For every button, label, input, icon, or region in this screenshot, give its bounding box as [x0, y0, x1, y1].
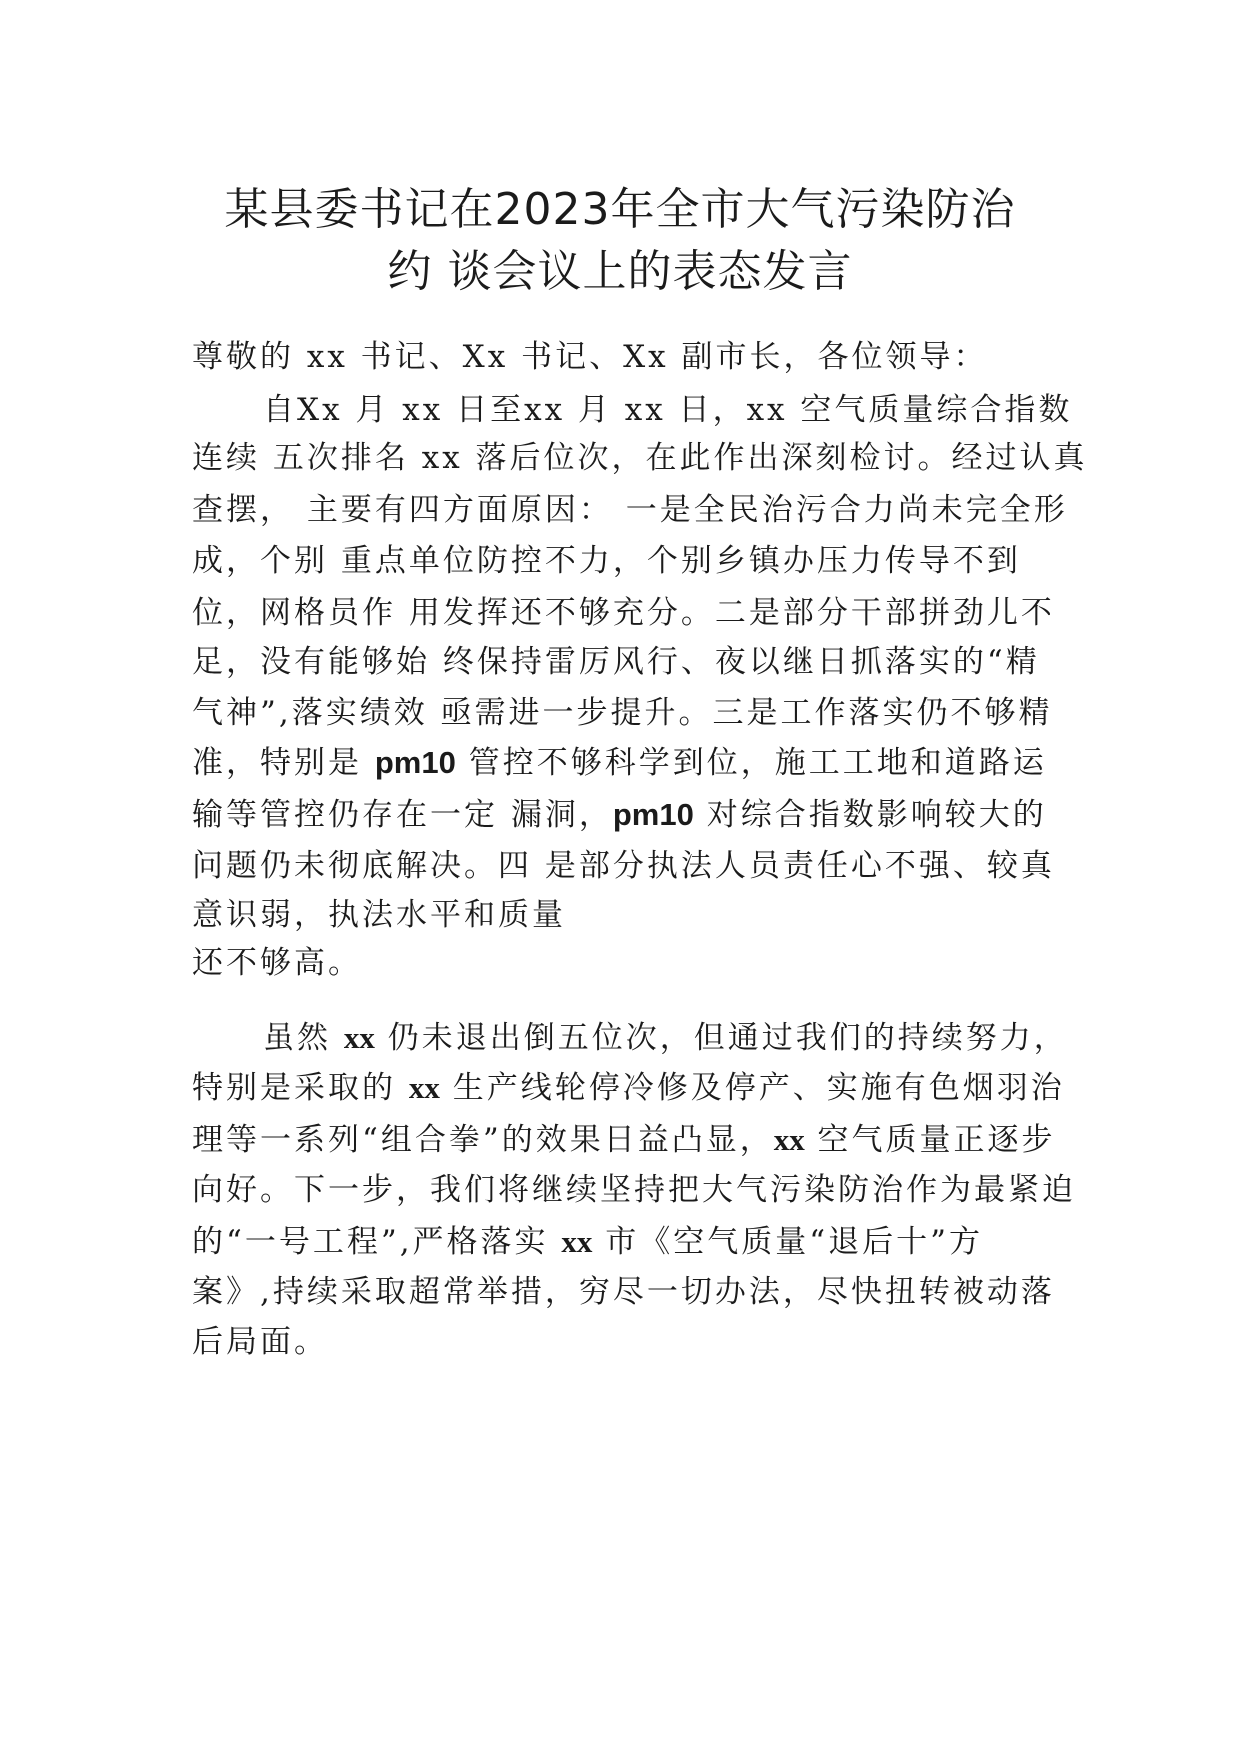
bold-term: pm10: [374, 745, 456, 780]
bold-term: xx: [343, 1020, 375, 1055]
paragraph-2-line: [192, 1068, 1082, 1108]
paragraph-1-line: 自Xx 月 xx 日至xx 月 xx 日，xx 空气质量综合指数: [263, 392, 1073, 428]
paragraph-1-line: 连续 五次排名 xx 落后位次，在此作出深刻检讨。经过认真: [192, 440, 1088, 476]
text-run: 市《空气质量“退后十”方: [592, 1224, 983, 1260]
document-title-line-2: 约 谈会议上的表态发言: [387, 246, 853, 297]
paragraph-1-line: 足，没有能够始 终保持雷厉风行、夜以继日抓落实的“精: [192, 644, 1040, 680]
paragraph-2-line: 向好。下一步，我们将继续坚持把大气污染防治作为最紧迫: [192, 1172, 1076, 1208]
paragraph-1-line: 查摆， 主要有四方面原因： 一是全民治污合力尚未完全形: [192, 492, 1068, 528]
bold-term: xx: [561, 1224, 593, 1259]
paragraph-1-line: 成，个别 重点单位防控不力，个别乡镇办压力传导不到: [192, 543, 1021, 579]
text-run: 理等一系列“组合拳”的效果日益凸显，: [192, 1122, 774, 1158]
paragraph-2-line: [192, 1222, 1082, 1262]
text-run: 特别是采取的: [192, 1070, 409, 1106]
paragraph-1-line: [192, 743, 1082, 783]
text-run: 空气质量正逐步: [804, 1122, 1056, 1158]
text-run: 管控不够科学到位，施工工地和道路运: [455, 745, 1047, 781]
paragraph-1-line: 问题仍未彻底解决。四 是部分执法人员责任心不强、较真: [192, 848, 1055, 884]
text-run: 输等管控仍存在一定 漏洞，: [192, 797, 613, 833]
paragraph-1-line: 位，网格员作 用发挥还不够充分。二是部分干部拼劲儿不: [192, 595, 1055, 631]
document-title-line-1: 某县委书记在2023年全市大气污染防治: [224, 184, 1016, 235]
text-run: 仍未退出倒五位次，但通过我们的持续努力，: [374, 1020, 1068, 1056]
text-run: 生产线轮停冷修及停产、实施有色烟羽治: [439, 1070, 1065, 1106]
paragraph-2-line: [192, 1120, 1082, 1160]
text-run: 虽然: [263, 1020, 344, 1056]
bold-term: pm10: [612, 797, 694, 832]
paragraph-1-line: 气神”,落实绩效 亟需进一步提升。三是工作落实仍不够精: [192, 695, 1053, 731]
paragraph-2-line: 案》,持续采取超常举措，穷尽一切办法，尽快扭转被动落: [192, 1274, 1055, 1310]
text-run: 的“一号工程”,严格落实: [192, 1224, 562, 1260]
paragraph-2-line: 后局面。: [192, 1324, 328, 1360]
paragraph-1-line: [192, 795, 1082, 835]
salutation: 尊敬的 xx 书记、Xx 书记、Xx 副市长，各位领导：: [192, 339, 988, 375]
text-run: 准，特别是: [192, 745, 375, 781]
paragraph-1-line: 还不够高。: [192, 945, 362, 981]
bold-term: xx: [408, 1070, 440, 1105]
paragraph-2-line: [263, 1018, 1153, 1058]
bold-term: xx: [773, 1122, 805, 1157]
paragraph-1-line: 意识弱，执法水平和质量: [192, 897, 566, 933]
text-run: 对综合指数影响较大的: [693, 797, 1047, 833]
